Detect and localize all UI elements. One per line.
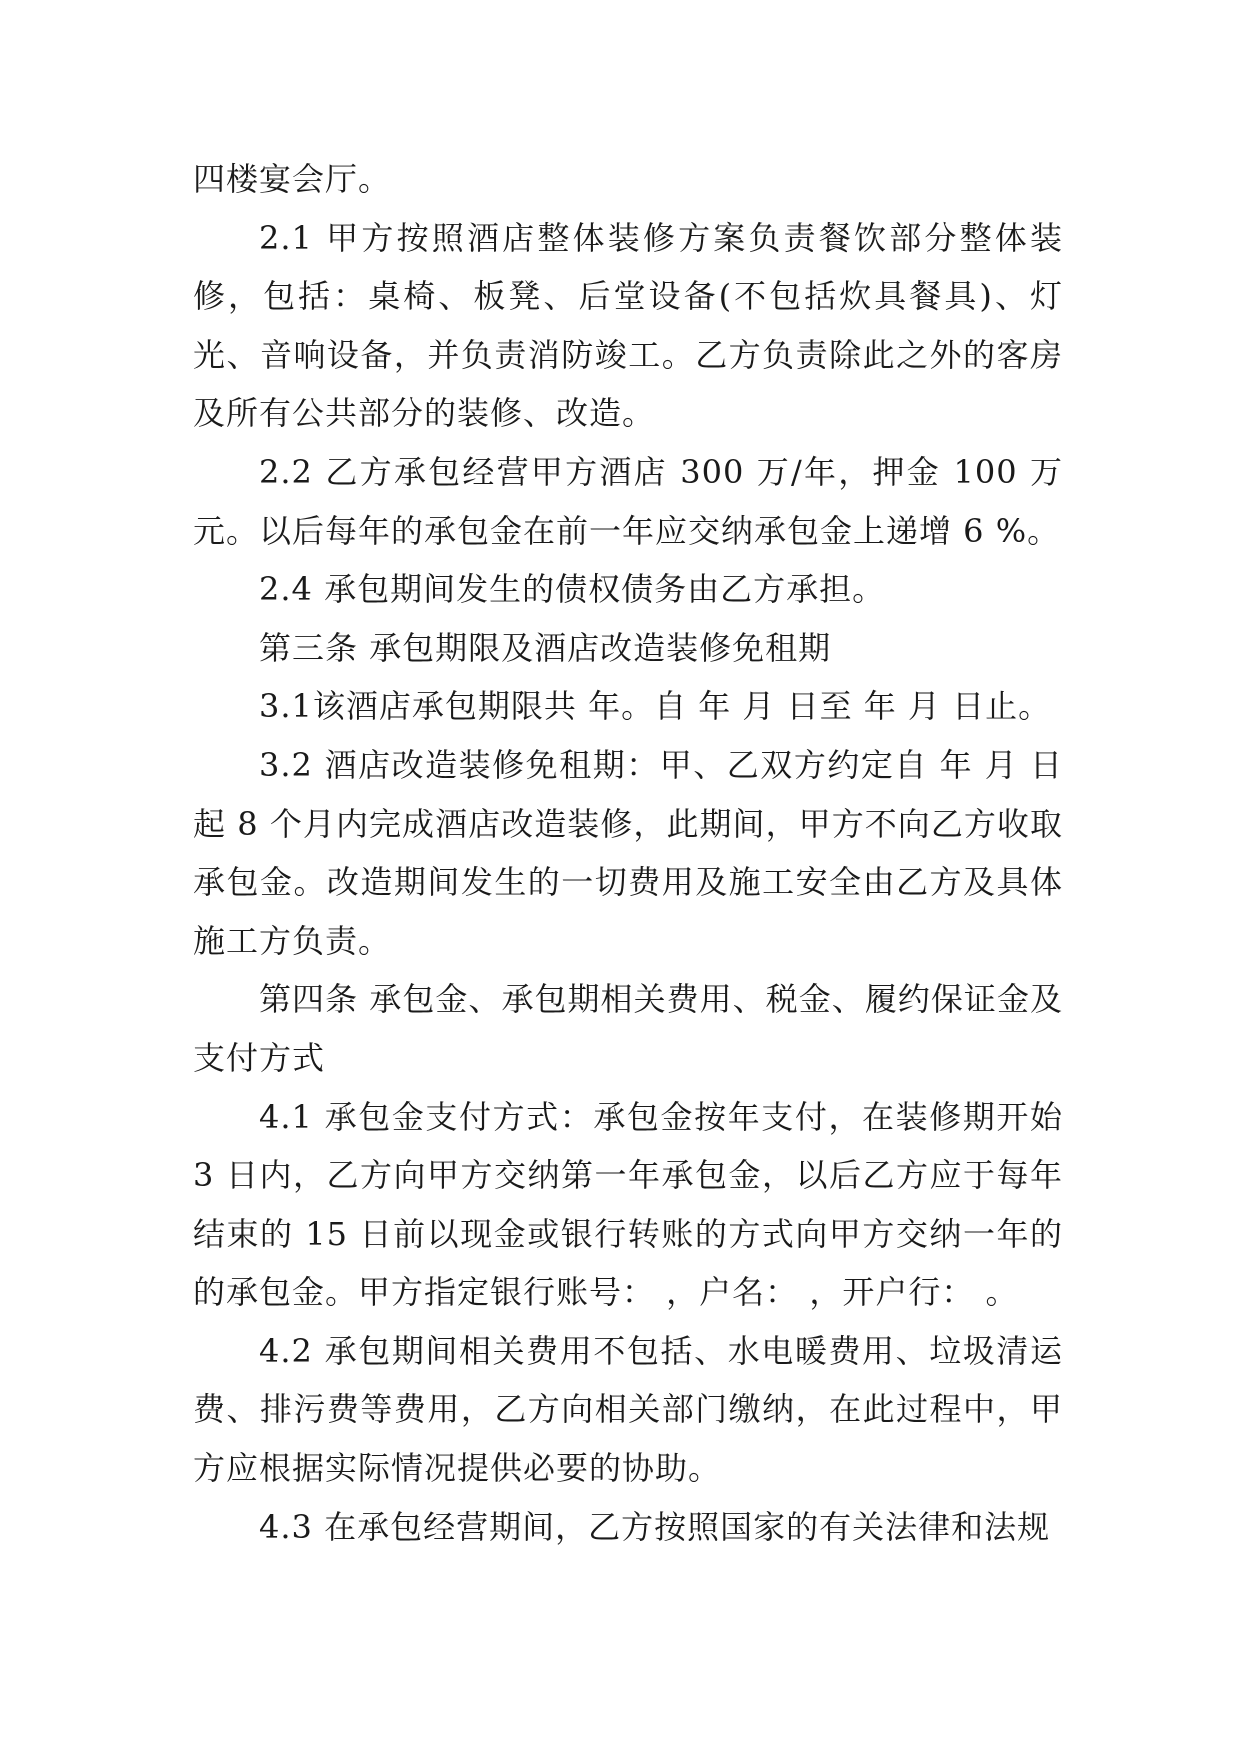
- clause-3-1: 3.1该酒店承包期限共 年。自 年 月 日至 年 月 日止。: [259, 687, 1052, 726]
- article-3-heading: 第三条 承包期限及酒店改造装修免租期: [259, 628, 832, 667]
- paragraph-hall: 四楼宴会厅。: [193, 160, 392, 198]
- clause-4-1: 4.1 承包金支付方式：承包金按年支付，在装修期开始 3 日内，乙方向甲方交纳第一年承包金，以后乙方应于每年结束的 15 日前以现金或银行转账的方式向甲方交纳一年的的承包金。甲方指定银行账号： ，户名： ，开户行： 。: [193, 1097, 1063, 1312]
- clause-4-2: 4.2 承包期间相关费用不包括、水电暖费用、垃圾清运费、排污费等费用，乙方向相关部门缴纳，在此过程中，甲方应根据实际情况提供必要的协助。: [193, 1331, 1063, 1488]
- clause-4-3: 4.3 在承包经营期间，乙方按照国家的有关法律和法规: [259, 1507, 1051, 1546]
- document-body: [193, 150, 1063, 1556]
- article-4-heading: 第四条 承包金、承包期相关费用、税金、履约保证金及支付方式: [193, 980, 1063, 1077]
- clause-2-4: 2.4 承包期间发生的债权债务由乙方承担。: [259, 570, 886, 609]
- clause-3-2: 3.2 酒店改造装修免租期：甲、乙双方约定自 年 月 日起 8 个月内完成酒店改造装修，此期间，甲方不向乙方收取承包金。改造期间发生的一切费用及施工安全由乙方及具体施工方负责。: [193, 745, 1063, 960]
- clause-2-2: 2.2 乙方承包经营甲方酒店 300 万/年，押金 100 万元。以后每年的承包金在前一年应交纳承包金上递增 6 %。: [193, 452, 1063, 550]
- clause-2-1: 2.1 甲方按照酒店整体装修方案负责餐饮部分整体装修，包括：桌椅、板凳、后堂设备(不包括炊具餐具)、灯光、音响设备，并负责消防竣工。乙方负责除此之外的客房及所有公共部分的装修、改造。: [193, 218, 1063, 433]
